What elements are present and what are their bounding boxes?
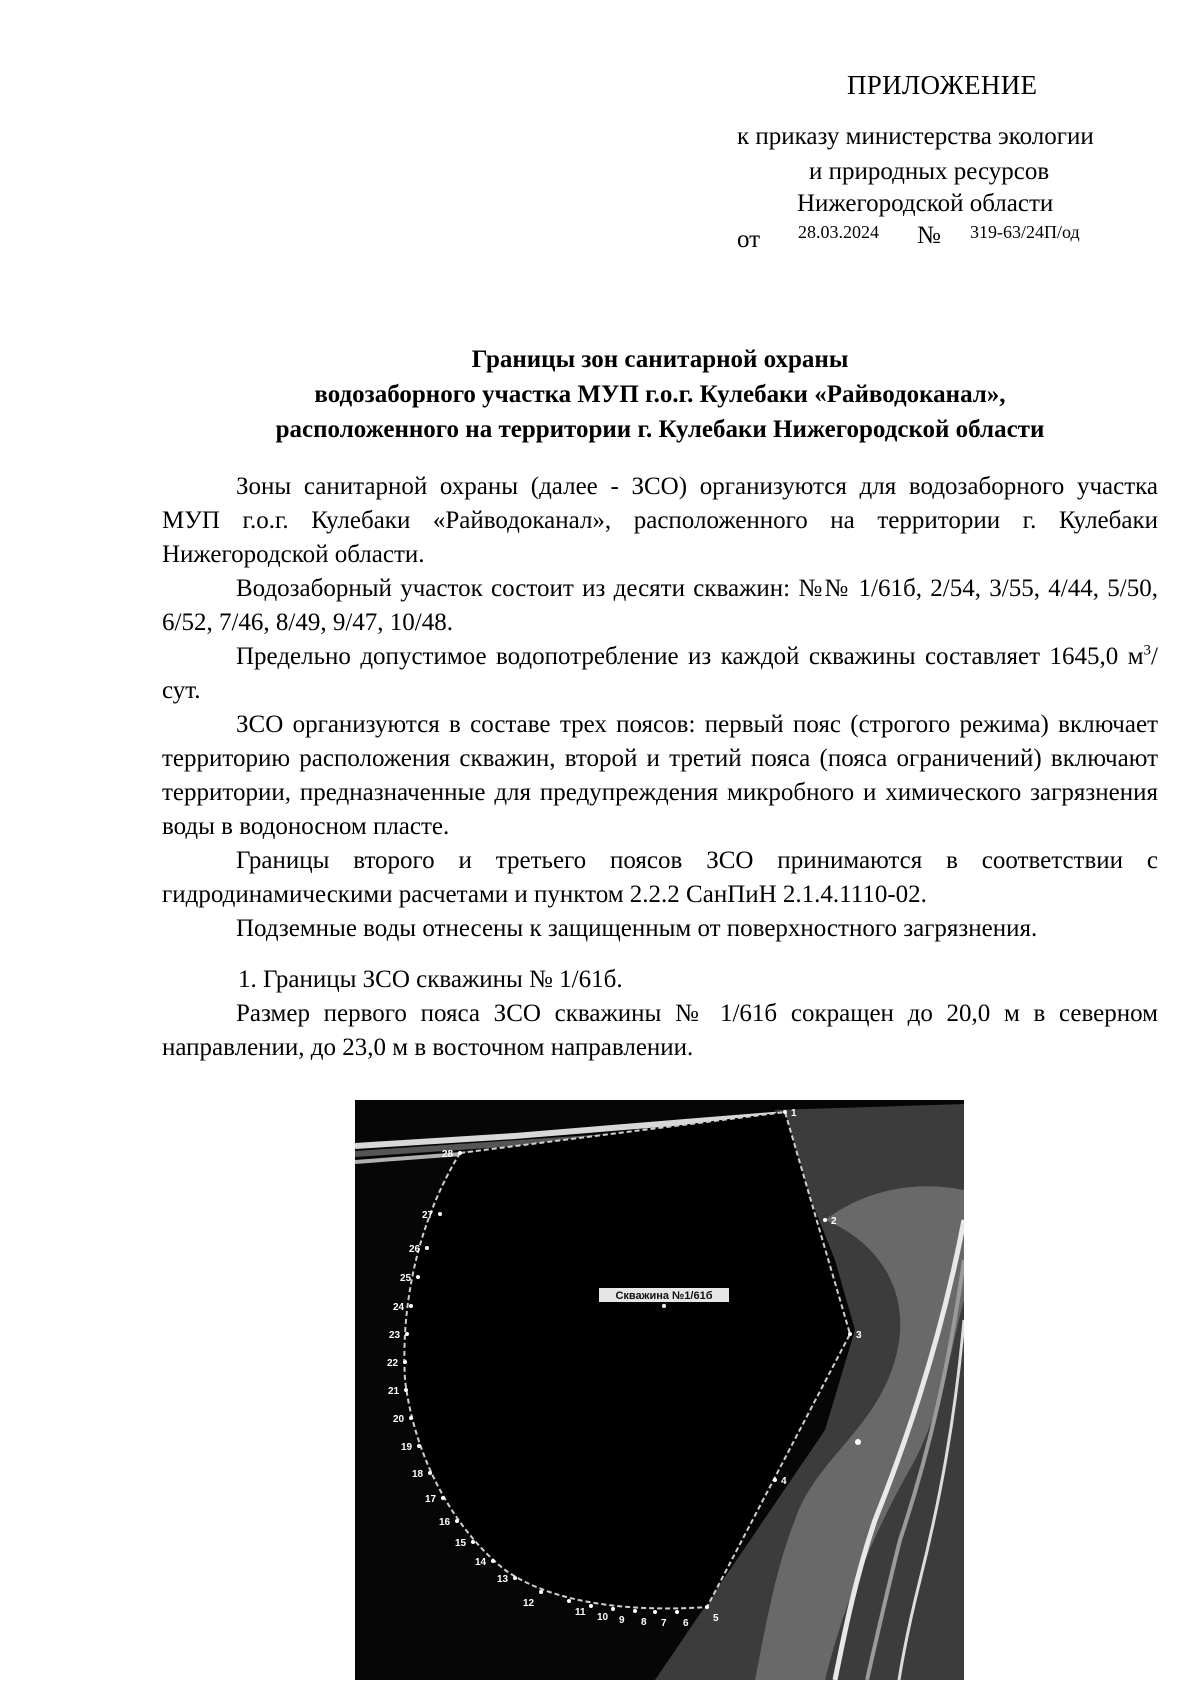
vertex-label-2: 2 — [831, 1216, 837, 1227]
section-1 — [162, 963, 1158, 1065]
vertex-marker-20 — [409, 1416, 413, 1420]
vertex-marker-19 — [417, 1444, 421, 1448]
cubic-superscript: 3 — [1143, 642, 1152, 659]
vertex-label-19: 19 — [401, 1442, 413, 1453]
vertex-label-5: 5 — [713, 1613, 719, 1624]
vertex-marker-5 — [705, 1605, 709, 1609]
vertex-marker-18 — [428, 1471, 432, 1475]
vertex-label-28: 28 — [442, 1149, 454, 1160]
paragraph-wells-list: Водозаборный участок состоит из десяти скважин: №№ 1/61б, 2/54, 3/55, 4/44, 5/50, 6/52, 7/46, 8/49, 9/47, 10/48. — [162, 575, 1158, 636]
vertex-label-21: 21 — [388, 1386, 400, 1397]
paragraph-zones-boundaries: Границы второго и третьего поясов ЗСО принимаются в соответствии с гидродинамическими расчетами и пунктом 2.2.2 СанПиН 2.1.4.1110-02. — [162, 847, 1158, 908]
vertex-marker-11 — [567, 1599, 571, 1603]
vertex-label-15: 15 — [455, 1538, 467, 1549]
paragraph-water-consumption — [162, 640, 1158, 708]
order-date: 28.03.2024 — [798, 222, 879, 242]
paragraph-zso-intro: Зоны санитарной охраны (далее - ЗСО) организуются для водозаборного участка МУП г.о.г. Кулебаки «Райводоканал», расположенного на территории г. Кулебаки Нижегородской области. — [162, 473, 1158, 568]
vertex-marker-3 — [848, 1332, 852, 1336]
vertex-label-6: 6 — [683, 1618, 689, 1629]
paragraph-zones-composition: ЗСО организуются в составе трех поясов: первый пояс (строгого режима) включает территорию расположения скважин, второй и третий пояса (пояса ограничений) включают территории, предназначенные для предупреждения микробного и химического загрязнения воды в водоносном пласте. — [162, 711, 1158, 840]
vertex-marker-28 — [458, 1151, 462, 1155]
map-spot — [855, 1439, 861, 1445]
water-consumption-unit: /сут. — [162, 643, 1158, 704]
vertex-label-27: 27 — [422, 1210, 434, 1221]
zone-map-image — [355, 1100, 964, 1680]
vertex-label-11: 11 — [575, 1607, 586, 1618]
vertex-marker-17 — [441, 1496, 445, 1500]
vertex-marker-2 — [823, 1218, 827, 1222]
vertex-label-3: 3 — [856, 1330, 862, 1341]
vertex-label-17: 17 — [425, 1494, 437, 1505]
appendix-title: ПРИЛОЖЕНИЕ — [847, 70, 1038, 100]
from-label: от — [737, 226, 761, 253]
vertex-label-16: 16 — [439, 1517, 451, 1528]
vertex-label-4: 4 — [781, 1476, 787, 1487]
vertex-marker-27 — [438, 1212, 442, 1216]
vertex-marker-13 — [513, 1576, 517, 1580]
vertex-label-10: 10 — [597, 1612, 609, 1623]
vertex-label-8: 8 — [641, 1617, 647, 1628]
vertex-label-7: 7 — [661, 1618, 667, 1629]
document-heading — [160, 342, 1160, 447]
vertex-label-22: 22 — [387, 1358, 399, 1369]
vertex-marker-24 — [409, 1304, 413, 1308]
section-1-title: 1. Границы ЗСО скважины № 1/61б. — [238, 966, 623, 993]
vertex-marker-10 — [589, 1604, 593, 1608]
vertex-label-13: 13 — [497, 1574, 509, 1585]
body-text — [162, 470, 1158, 946]
order-reference-line-1: к приказу министерства экологии — [737, 123, 1094, 150]
vertex-marker-22 — [403, 1360, 407, 1364]
vertex-label-9: 9 — [619, 1615, 625, 1626]
vertex-marker-16 — [455, 1519, 459, 1523]
vertex-marker-12 — [539, 1590, 543, 1594]
vertex-marker-7 — [653, 1610, 657, 1614]
vertex-marker-21 — [404, 1388, 408, 1392]
heading-line-1: Границы зон санитарной охраны — [471, 346, 849, 373]
vertex-marker-25 — [416, 1275, 420, 1279]
heading-line-2: водозаборного участка МУП г.о.г. Кулебаки «Райводоканал», — [314, 381, 1006, 408]
vertex-marker-14 — [491, 1559, 495, 1563]
water-consumption-text: Предельно допустимое водопотребление из каждой скважины составляет 1645,0 м — [236, 643, 1144, 670]
vertex-marker-1 — [783, 1110, 787, 1114]
vertex-marker-23 — [405, 1332, 409, 1336]
well-label: Скважина №1/61б — [615, 1290, 713, 1302]
vertex-label-23: 23 — [389, 1330, 401, 1341]
section-1-text: Размер первого пояса ЗСО скважины № 1/61б сокращен до 20,0 м в северном направлении, до 23,0 м в восточном направлении. — [162, 1000, 1158, 1061]
paragraph-groundwater: Подземные воды отнесены к защищенным от поверхностного загрязнения. — [236, 915, 1038, 942]
vertex-label-20: 20 — [393, 1414, 405, 1425]
order-reference-line-2: и природных ресурсов — [809, 158, 1050, 185]
vertex-marker-26 — [425, 1246, 429, 1250]
vertex-marker-6 — [675, 1610, 679, 1614]
number-sign: № — [917, 222, 941, 249]
vertex-label-25: 25 — [400, 1273, 412, 1284]
vertex-label-26: 26 — [409, 1244, 421, 1255]
order-reference-line-3: Нижегородской области — [797, 190, 1054, 217]
vertex-marker-9 — [611, 1607, 615, 1611]
order-number: 319-63/24П/од — [970, 222, 1080, 242]
vertex-label-14: 14 — [475, 1557, 487, 1568]
well-point — [662, 1304, 666, 1308]
vertex-label-1: 1 — [791, 1108, 797, 1119]
vertex-label-12: 12 — [523, 1598, 535, 1609]
heading-line-3: расположенного на территории г. Кулебаки Нижегородской области — [275, 416, 1045, 443]
zone-map-svg — [355, 1100, 964, 1680]
vertex-marker-8 — [633, 1609, 637, 1613]
vertex-label-24: 24 — [393, 1302, 405, 1313]
vertex-marker-15 — [471, 1540, 475, 1544]
vertex-marker-4 — [773, 1478, 777, 1482]
vertex-label-18: 18 — [412, 1469, 424, 1480]
